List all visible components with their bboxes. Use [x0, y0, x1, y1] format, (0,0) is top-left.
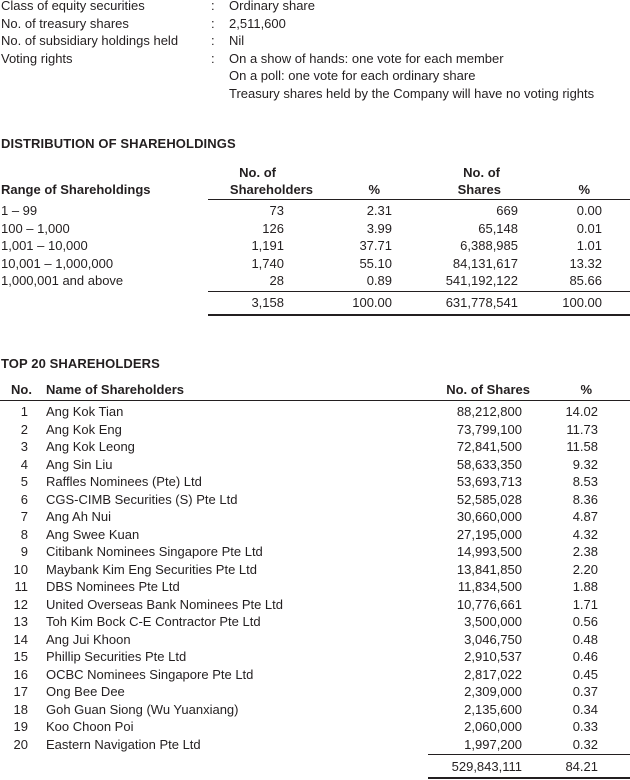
cell-name: Ang Kok Leong: [46, 439, 135, 454]
distribution-table-header: [0, 164, 630, 198]
total-pct: 100.00: [562, 295, 602, 310]
cell-shares: 72,841,500: [456, 439, 522, 454]
cell-no: 14: [13, 631, 28, 647]
info-colon: :: [211, 50, 215, 66]
header-pct1: %: [368, 182, 380, 197]
table-row: [0, 421, 630, 439]
cell-name: Ang Ah Nui: [46, 509, 112, 524]
cell-no: 15: [13, 649, 28, 664]
cell-range: 1 – 99: [1, 203, 38, 218]
cell-pct: 8.36: [572, 491, 598, 507]
table-row: [0, 526, 630, 544]
cell-pct: 1.71: [572, 596, 598, 612]
cell-pct: 9.32: [572, 456, 598, 472]
cell-pct: 55.10: [359, 255, 392, 271]
cell-name: Eastern Navigation Pte Ltd: [46, 736, 201, 752]
distribution-rows: [0, 202, 630, 290]
cell-pct: 37.71: [359, 238, 392, 253]
table-row: [0, 561, 630, 579]
cell-range: 10,001 – 1,000,000: [1, 255, 114, 271]
total-pct: 100.00: [352, 295, 392, 310]
cell-no: 3: [20, 439, 28, 454]
info-colon: :: [211, 15, 215, 31]
table-row: [0, 272, 630, 290]
table-row: [0, 456, 630, 474]
cell-pct: 0.37: [572, 684, 598, 699]
top20-rows: [0, 403, 630, 753]
cell-name: CGS-CIMB Securities (S) Pte Ltd: [46, 491, 238, 507]
table-row: [0, 508, 630, 526]
cell-shares: 30,660,000: [456, 509, 522, 524]
info-label: No. of treasury shares: [1, 15, 129, 31]
cell-shareholders: 1,740: [251, 255, 284, 271]
cell-shares: 13,841,850: [456, 561, 522, 577]
cell-pct: 2.20: [572, 561, 598, 577]
cell-no: 8: [20, 526, 28, 542]
cell-no: 19: [13, 719, 28, 734]
header-no: No.: [11, 382, 32, 397]
total-shares: 529,843,111: [451, 759, 522, 774]
cell-pct: 0.45: [572, 666, 598, 682]
cell-no: 16: [13, 666, 28, 682]
table-row: [0, 255, 630, 273]
cell-pct: 11.58: [566, 439, 598, 454]
total-shareholders: 3,158: [251, 295, 284, 310]
cell-no: 7: [20, 509, 28, 524]
cell-shares: 6,388,985: [460, 238, 518, 253]
total-double-rule: [208, 314, 630, 316]
cell-shares: 53,693,713: [456, 474, 522, 489]
cell-shares: 73,799,100: [456, 421, 522, 437]
table-row: [0, 613, 630, 631]
cell-shares: 2,910,537: [464, 649, 522, 664]
cell-no: 13: [13, 614, 28, 629]
cell-shares: 14,993,500: [456, 544, 522, 559]
table-row: [0, 718, 630, 736]
cell-shares: 84,131,617: [452, 255, 518, 271]
table-row: [0, 473, 630, 491]
cell-shares: 3,500,000: [464, 614, 522, 629]
cell-pct: 0.56: [572, 614, 598, 629]
cell-no: 6: [20, 491, 28, 507]
cell-no: 4: [20, 456, 28, 472]
cell-shares: 10,776,661: [456, 596, 522, 612]
cell-name: Maybank Kim Eng Securities Pte Ltd: [46, 561, 257, 577]
header-range: Range of Shareholdings: [1, 182, 151, 197]
info-colon: :: [211, 0, 215, 13]
cell-name: OCBC Nominees Singapore Pte Ltd: [46, 666, 254, 682]
voting-rights-line: On a poll: one vote for each ordinary share: [229, 68, 476, 83]
cell-pct: 1.88: [572, 579, 598, 594]
table-row: [0, 202, 630, 220]
cell-pct: 4.32: [572, 526, 598, 542]
cell-pct: 4.87: [572, 509, 598, 524]
voting-rights-line: On a show of hands: one vote for each member: [229, 50, 504, 66]
cell-no: 12: [13, 596, 28, 612]
info-row: [1, 32, 630, 50]
cell-no: 20: [13, 736, 28, 752]
info-row: [1, 50, 630, 103]
cell-shares: 3,046,750: [464, 631, 522, 647]
cell-shares: 27,195,000: [456, 526, 522, 542]
cell-shares: 2,135,600: [464, 701, 522, 717]
cell-pct: 0.46: [572, 649, 598, 664]
cell-shares: 669: [496, 203, 518, 218]
cell-shareholders: 1,191: [251, 238, 284, 253]
table-row: [0, 220, 630, 238]
cell-shares: 52,585,028: [456, 491, 522, 507]
cell-shares: 88,212,800: [456, 404, 522, 419]
cell-pct: 0.32: [572, 736, 598, 752]
info-value: 2,511,600: [229, 15, 286, 31]
cell-shares: 58,633,350: [456, 456, 522, 472]
cell-name: Ang Kok Tian: [46, 404, 124, 419]
cell-shareholders: 73: [269, 203, 284, 218]
cell-pct: 0.33: [572, 719, 598, 734]
cell-name: Ang Kok Eng: [46, 421, 122, 437]
cell-name: Ang Swee Kuan: [46, 526, 140, 542]
distribution-table: [0, 164, 630, 310]
distribution-title: DISTRIBUTION OF SHAREHOLDINGS: [1, 136, 236, 151]
cell-name: Goh Guan Siong (Wu Yuanxiang): [46, 701, 239, 717]
cell-shares: 2,060,000: [464, 719, 522, 734]
cell-no: 1: [20, 404, 28, 419]
cell-pct: 0.34: [572, 701, 598, 717]
info-value: Ordinary share: [229, 0, 315, 13]
cell-name: Ang Jui Khoon: [46, 631, 131, 647]
table-row: [0, 736, 630, 754]
cell-pct: 11.73: [566, 421, 598, 437]
info-colon: :: [211, 33, 215, 48]
cell-range: 1,001 – 10,000: [1, 238, 88, 253]
cell-no: 2: [20, 421, 28, 437]
header-shares: No. of Shares: [446, 382, 530, 397]
table-row: [0, 578, 630, 596]
table-row: [0, 648, 630, 666]
info-row: [1, 0, 630, 15]
info-label: No. of subsidiary holdings held: [1, 33, 179, 48]
cell-name: Ang Sin Liu: [46, 456, 113, 472]
voting-rights-line: Treasury shares held by the Company will have no voting rights: [229, 85, 595, 101]
table-row: [0, 596, 630, 614]
cell-no: 5: [20, 474, 28, 489]
top20-title: TOP 20 SHAREHOLDERS: [1, 356, 160, 371]
cell-pct: 14.02: [565, 404, 598, 419]
total-rule: [208, 291, 630, 292]
info-label: Voting rights: [1, 50, 73, 66]
cell-shares: 2,309,000: [464, 684, 522, 699]
total-double-rule: [428, 777, 630, 779]
info-value: [229, 50, 630, 103]
total-row: [0, 294, 630, 312]
cell-pct: 1.01: [576, 238, 602, 253]
cell-shareholders: 28: [269, 273, 284, 288]
cell-pct: 0.00: [576, 203, 602, 218]
cell-pct: 0.89: [366, 273, 392, 288]
cell-shares: 541,192,122: [445, 273, 518, 288]
info-row: [1, 15, 630, 33]
cell-name: Ong Bee Dee: [46, 684, 125, 699]
cell-name: Phillip Securities Pte Ltd: [46, 649, 187, 664]
total-row: [0, 758, 630, 776]
header-shares-line1: No. of: [463, 165, 500, 180]
total-rule: [428, 754, 630, 755]
table-row: [0, 237, 630, 255]
table-row: [0, 491, 630, 509]
cell-pct: 0.48: [572, 631, 598, 647]
cell-pct: 0.01: [576, 220, 602, 236]
table-row: [0, 666, 630, 684]
header-rule: [0, 400, 630, 401]
cell-range: 1,000,001 and above: [1, 273, 124, 288]
header-rule: [208, 199, 630, 200]
cell-shares: 65,148: [478, 220, 518, 236]
header-shareholders-line2: Shareholders: [229, 182, 313, 197]
info-label: Class of equity securities: [1, 0, 145, 13]
table-row: [0, 631, 630, 649]
cell-pct: 3.99: [366, 220, 392, 236]
cell-pct: 13.32: [569, 255, 602, 271]
cell-name: Toh Kim Bock C-E Contractor Pte Ltd: [46, 614, 261, 629]
top20-table: [0, 381, 630, 774]
cell-pct: 85.66: [569, 273, 602, 288]
cell-shares: 11,834,500: [457, 579, 522, 594]
table-row: [0, 543, 630, 561]
cell-shares: 2,817,022: [464, 666, 522, 682]
share-info-list: [1, 0, 630, 102]
cell-no: 17: [13, 684, 28, 699]
total-pct: 84.21: [565, 759, 598, 774]
cell-pct: 2.31: [366, 203, 392, 218]
header-pct2: %: [578, 182, 590, 197]
cell-name: Citibank Nominees Singapore Pte Ltd: [46, 544, 263, 559]
cell-name: Raffles Nominees (Pte) Ltd: [46, 474, 202, 489]
header-name: Name of Shareholders: [46, 382, 184, 397]
cell-name: United Overseas Bank Nominees Pte Ltd: [46, 596, 284, 612]
cell-pct: 8.53: [572, 474, 598, 489]
cell-shares: 1,997,200: [464, 736, 522, 752]
cell-shareholders: 126: [262, 220, 284, 236]
top20-header: [0, 381, 630, 399]
info-value: Nil: [229, 33, 245, 48]
header-shares-line2: Shares: [457, 182, 501, 197]
table-row: [0, 438, 630, 456]
header-shareholders-line1: No. of: [239, 165, 276, 180]
table-row: [0, 683, 630, 701]
total-shares: 631,778,541: [445, 295, 518, 310]
cell-pct: 2.38: [572, 544, 598, 559]
cell-no: 18: [13, 701, 28, 717]
header-pct: %: [580, 382, 592, 397]
cell-no: 9: [20, 544, 28, 559]
cell-name: DBS Nominees Pte Ltd: [46, 579, 180, 594]
cell-no: 11: [14, 579, 28, 594]
cell-range: 100 – 1,000: [1, 220, 70, 236]
cell-name: Koo Choon Poi: [46, 719, 134, 734]
cell-no: 10: [13, 561, 28, 577]
table-row: [0, 403, 630, 421]
table-row: [0, 701, 630, 719]
